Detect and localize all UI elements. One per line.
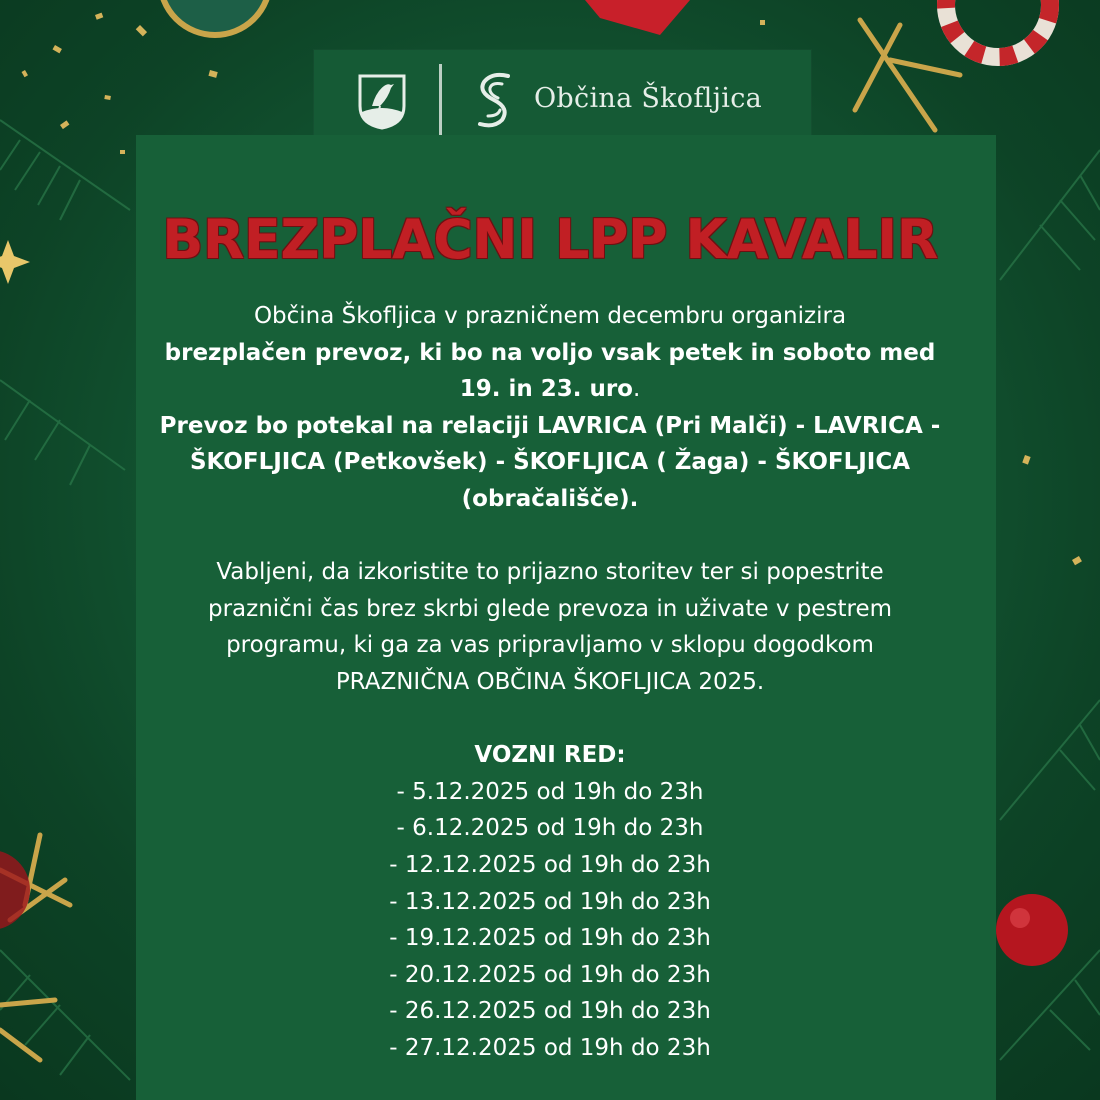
schedule-item: - 5.12.2025 od 19h do 23h — [396, 778, 704, 805]
schedule-list — [150, 774, 950, 1067]
page-title: BREZPLAČNI LPP KAVALIR — [162, 208, 938, 271]
announcement-body — [150, 298, 950, 1066]
invite-line-2: praznični čas brez skrbi glede prevoza in uživate v pestrem — [207, 595, 893, 622]
municipality-logo-bar — [314, 50, 811, 140]
intro-bold-line: brezplačen prevoz, ki bo na voljo vsak petek in soboto med — [164, 339, 936, 366]
crest-icon — [358, 72, 406, 130]
logo-divider — [439, 64, 442, 140]
schedule-item: - 20.12.2025 od 19h do 23h — [389, 961, 711, 988]
skofljica-s-logo-icon — [472, 70, 518, 132]
schedule-item: - 6.12.2025 od 19h do 23h — [396, 815, 704, 842]
spacer — [150, 518, 950, 555]
route-line-2: ŠKOFLJICA (Petkovšek) - ŠKOFLJICA ( Žaga) - ŠKOFLJICA — [189, 449, 911, 476]
municipality-name: Občina Škofljica — [534, 83, 763, 114]
spacer — [150, 701, 950, 738]
route-line-3: (obračališče). — [461, 485, 639, 512]
schedule-item: - 13.12.2025 od 19h do 23h — [389, 888, 711, 915]
route-line-1: Prevoz bo potekal na relaciji LAVRICA (Pri Malči) - LAVRICA - — [159, 412, 941, 439]
intro-time-line — [150, 371, 950, 408]
schedule-heading: VOZNI RED: — [474, 742, 626, 769]
invite-line-4: PRAZNIČNA OBČINA ŠKOFLJICA 2025. — [335, 668, 765, 695]
intro-line: Občina Škofljica v prazničnem decembru organizira — [253, 303, 847, 329]
schedule-item: - 26.12.2025 od 19h do 23h — [389, 998, 711, 1025]
schedule-item: - 19.12.2025 od 19h do 23h — [389, 925, 711, 952]
schedule-item: - 27.12.2025 od 19h do 23h — [389, 1034, 711, 1061]
invite-line-3: programu, ki ga za vas pripravljamo v sklopu dogodkom — [226, 632, 874, 659]
schedule-item: - 12.12.2025 od 19h do 23h — [389, 851, 711, 878]
intro-time-bold: 19. in 23. uro — [459, 376, 633, 403]
invite-line-1: Vabljeni, da izkoristite to prijazno storitev ter si popestrite — [216, 559, 884, 586]
intro-time-period: . — [632, 376, 641, 403]
